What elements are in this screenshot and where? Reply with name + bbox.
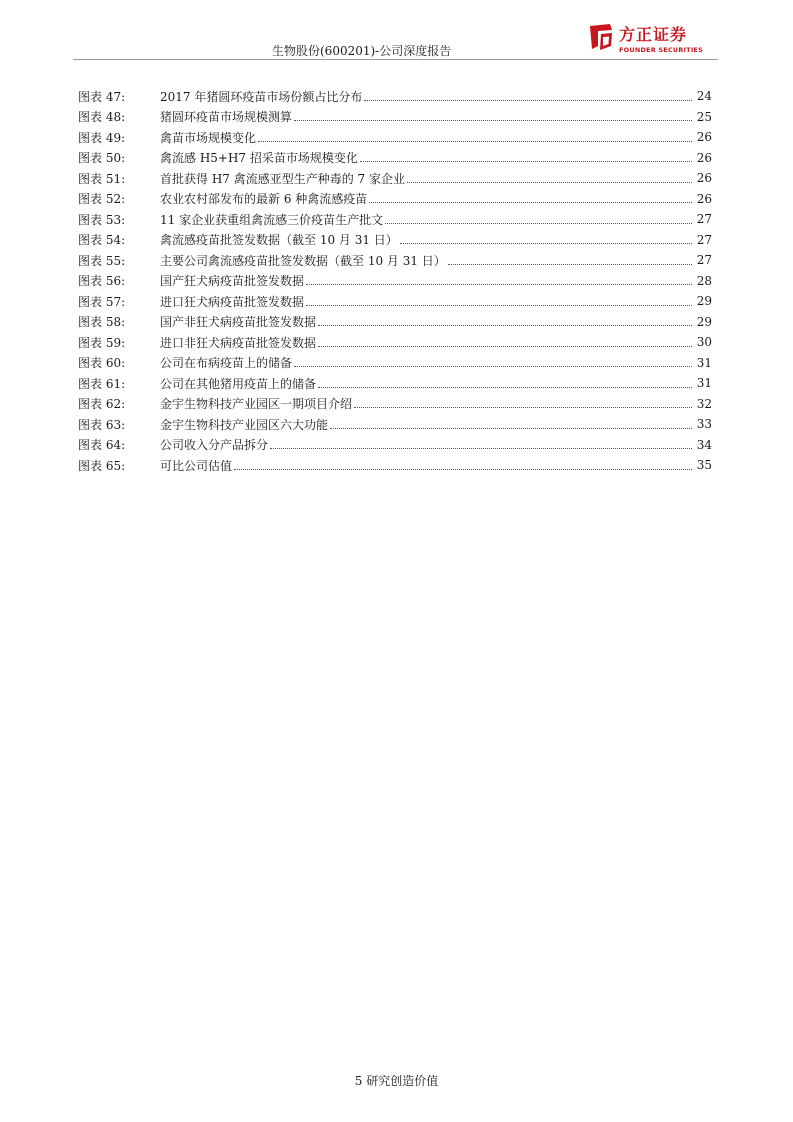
toc-entry[interactable] [78,250,712,271]
toc-entry-label: 图表 50: [78,151,126,166]
toc-entry-label: 图表 59: [78,335,126,350]
toc-entry-label: 图表 63: [78,417,126,432]
toc-leader-dots [385,223,692,224]
toc-entry-title: 金宇生物科技产业园区一期项目介绍 [160,397,353,412]
toc-leader-dots [369,202,692,203]
toc-entry[interactable] [78,86,712,107]
toc-entry-title: 禽流感疫苗批签发数据（截至 10 月 31 日） [160,233,398,248]
toc-entry-page-number: 25 [696,109,712,124]
toc-entry[interactable] [78,291,712,312]
toc-leader-dots [270,448,692,449]
toc-entry[interactable] [78,127,712,148]
toc-entry-page-number: 32 [696,396,712,411]
toc-entry-title: 2017 年猪圆环疫苗市场份额占比分布 [160,89,363,104]
toc-entry-label: 图表 52: [78,192,126,207]
toc-entry-label: 图表 53: [78,212,126,227]
toc-entry-page-number: 27 [696,212,712,227]
toc-leader-dots [306,305,692,306]
toc-entry-page-number: 29 [696,314,712,329]
toc-entry-title: 金宇生物科技产业园区六大功能 [160,417,329,432]
toc-entry-page-number: 34 [696,437,712,452]
toc-entry-page-number: 26 [696,171,712,186]
toc-entry-page-number: 29 [696,294,712,309]
toc-entry-page-number: 28 [696,273,712,288]
toc-entry-title: 猪圆环疫苗市场规模测算 [160,110,293,125]
toc-leader-dots [294,120,692,121]
toc-leader-dots [400,243,692,244]
toc-entry-page-number: 24 [696,89,712,104]
toc-leader-dots [364,100,692,101]
toc-entry[interactable] [78,168,712,189]
toc-leader-dots [318,346,692,347]
toc-entry-label: 图表 62: [78,397,126,412]
toc-entry-title: 国产非狂犬病疫苗批签发数据 [160,315,317,330]
toc-leader-dots [360,161,692,162]
logo-english-name: FOUNDER SECURITIES [619,46,703,54]
toc-leader-dots [258,141,692,142]
toc-entry-page-number: 26 [696,191,712,206]
logo-chinese-name: 方正证券 [619,25,688,44]
toc-entry[interactable] [78,332,712,353]
toc-entry-page-number: 26 [696,130,712,145]
toc-leader-dots [306,284,692,285]
toc-entry-label: 图表 47: [78,89,126,104]
toc-entry-label: 图表 57: [78,294,126,309]
toc-entry-title: 进口狂犬病疫苗批签发数据 [160,294,305,309]
toc-entry[interactable] [78,435,712,456]
toc-entry-label: 图表 54: [78,233,126,248]
toc-entry[interactable] [78,189,712,210]
toc-entry-label: 图表 51: [78,171,126,186]
founder-securities-logo [588,22,713,58]
toc-entry-label: 图表 60: [78,356,126,371]
toc-entry-page-number: 26 [696,150,712,165]
toc-entry-label: 图表 56: [78,274,126,289]
toc-entry-title: 11 家企业获重组禽流感三价疫苗生产批文 [160,212,384,227]
toc-leader-dots [318,325,692,326]
toc-entry-label: 图表 49: [78,130,126,145]
toc-entry-page-number: 31 [696,376,712,391]
toc-entry-label: 图表 65: [78,458,126,473]
toc-entry[interactable] [78,148,712,169]
toc-entry[interactable] [78,107,712,128]
toc-entry[interactable] [78,414,712,435]
toc-entry-title: 公司在布病疫苗上的储备 [160,356,293,371]
toc-entry-title: 禽苗市场规模变化 [160,130,257,145]
toc-entry-label: 图表 61: [78,376,126,391]
toc-leader-dots [318,387,692,388]
page-footer: 5 研究创造价值 [354,1074,439,1088]
toc-entry[interactable] [78,353,712,374]
toc-entry-page-number: 31 [696,355,712,370]
toc-entry-title: 公司收入分产品拆分 [160,438,269,453]
toc-entry-title: 可比公司估值 [160,458,233,473]
toc-entry-title: 主要公司禽流感疫苗批签发数据（截至 10 月 31 日） [160,253,446,268]
toc-entry-label: 图表 58: [78,315,126,330]
report-header-title: 生物股份(600201)-公司深度报告 [272,44,452,58]
toc-entry-title: 禽流感 H5+H7 招采苗市场规模变化 [160,151,358,166]
toc-entry-title: 公司在其他猪用疫苗上的储备 [160,376,317,391]
toc-entry-page-number: 35 [696,458,712,473]
figure-index-list [78,86,712,476]
toc-entry[interactable] [78,312,712,333]
toc-leader-dots [294,366,692,367]
toc-entry-title: 首批获得 H7 禽流感亚型生产种毒的 7 家企业 [160,171,405,186]
header-divider [73,59,718,60]
toc-entry[interactable] [78,394,712,415]
toc-entry-label: 图表 55: [78,253,126,268]
toc-leader-dots [448,264,692,265]
toc-entry-label: 图表 48: [78,110,126,125]
toc-leader-dots [354,407,692,408]
toc-entry[interactable] [78,209,712,230]
toc-entry[interactable] [78,455,712,476]
toc-entry[interactable] [78,230,712,251]
toc-leader-dots [330,428,692,429]
toc-leader-dots [234,469,692,470]
founder-logo-icon [588,22,614,52]
toc-entry-title: 国产狂犬病疫苗批签发数据 [160,274,305,289]
toc-entry-title: 农业农村部发布的最新 6 种禽流感疫苗 [160,192,368,207]
toc-entry-label: 图表 64: [78,438,126,453]
toc-leader-dots [407,182,692,183]
toc-entry[interactable] [78,373,712,394]
toc-entry-title: 进口非狂犬病疫苗批签发数据 [160,335,317,350]
toc-entry[interactable] [78,271,712,292]
toc-entry-page-number: 33 [696,417,712,432]
toc-entry-page-number: 27 [696,253,712,268]
toc-entry-page-number: 27 [696,232,712,247]
toc-entry-page-number: 30 [696,335,712,350]
